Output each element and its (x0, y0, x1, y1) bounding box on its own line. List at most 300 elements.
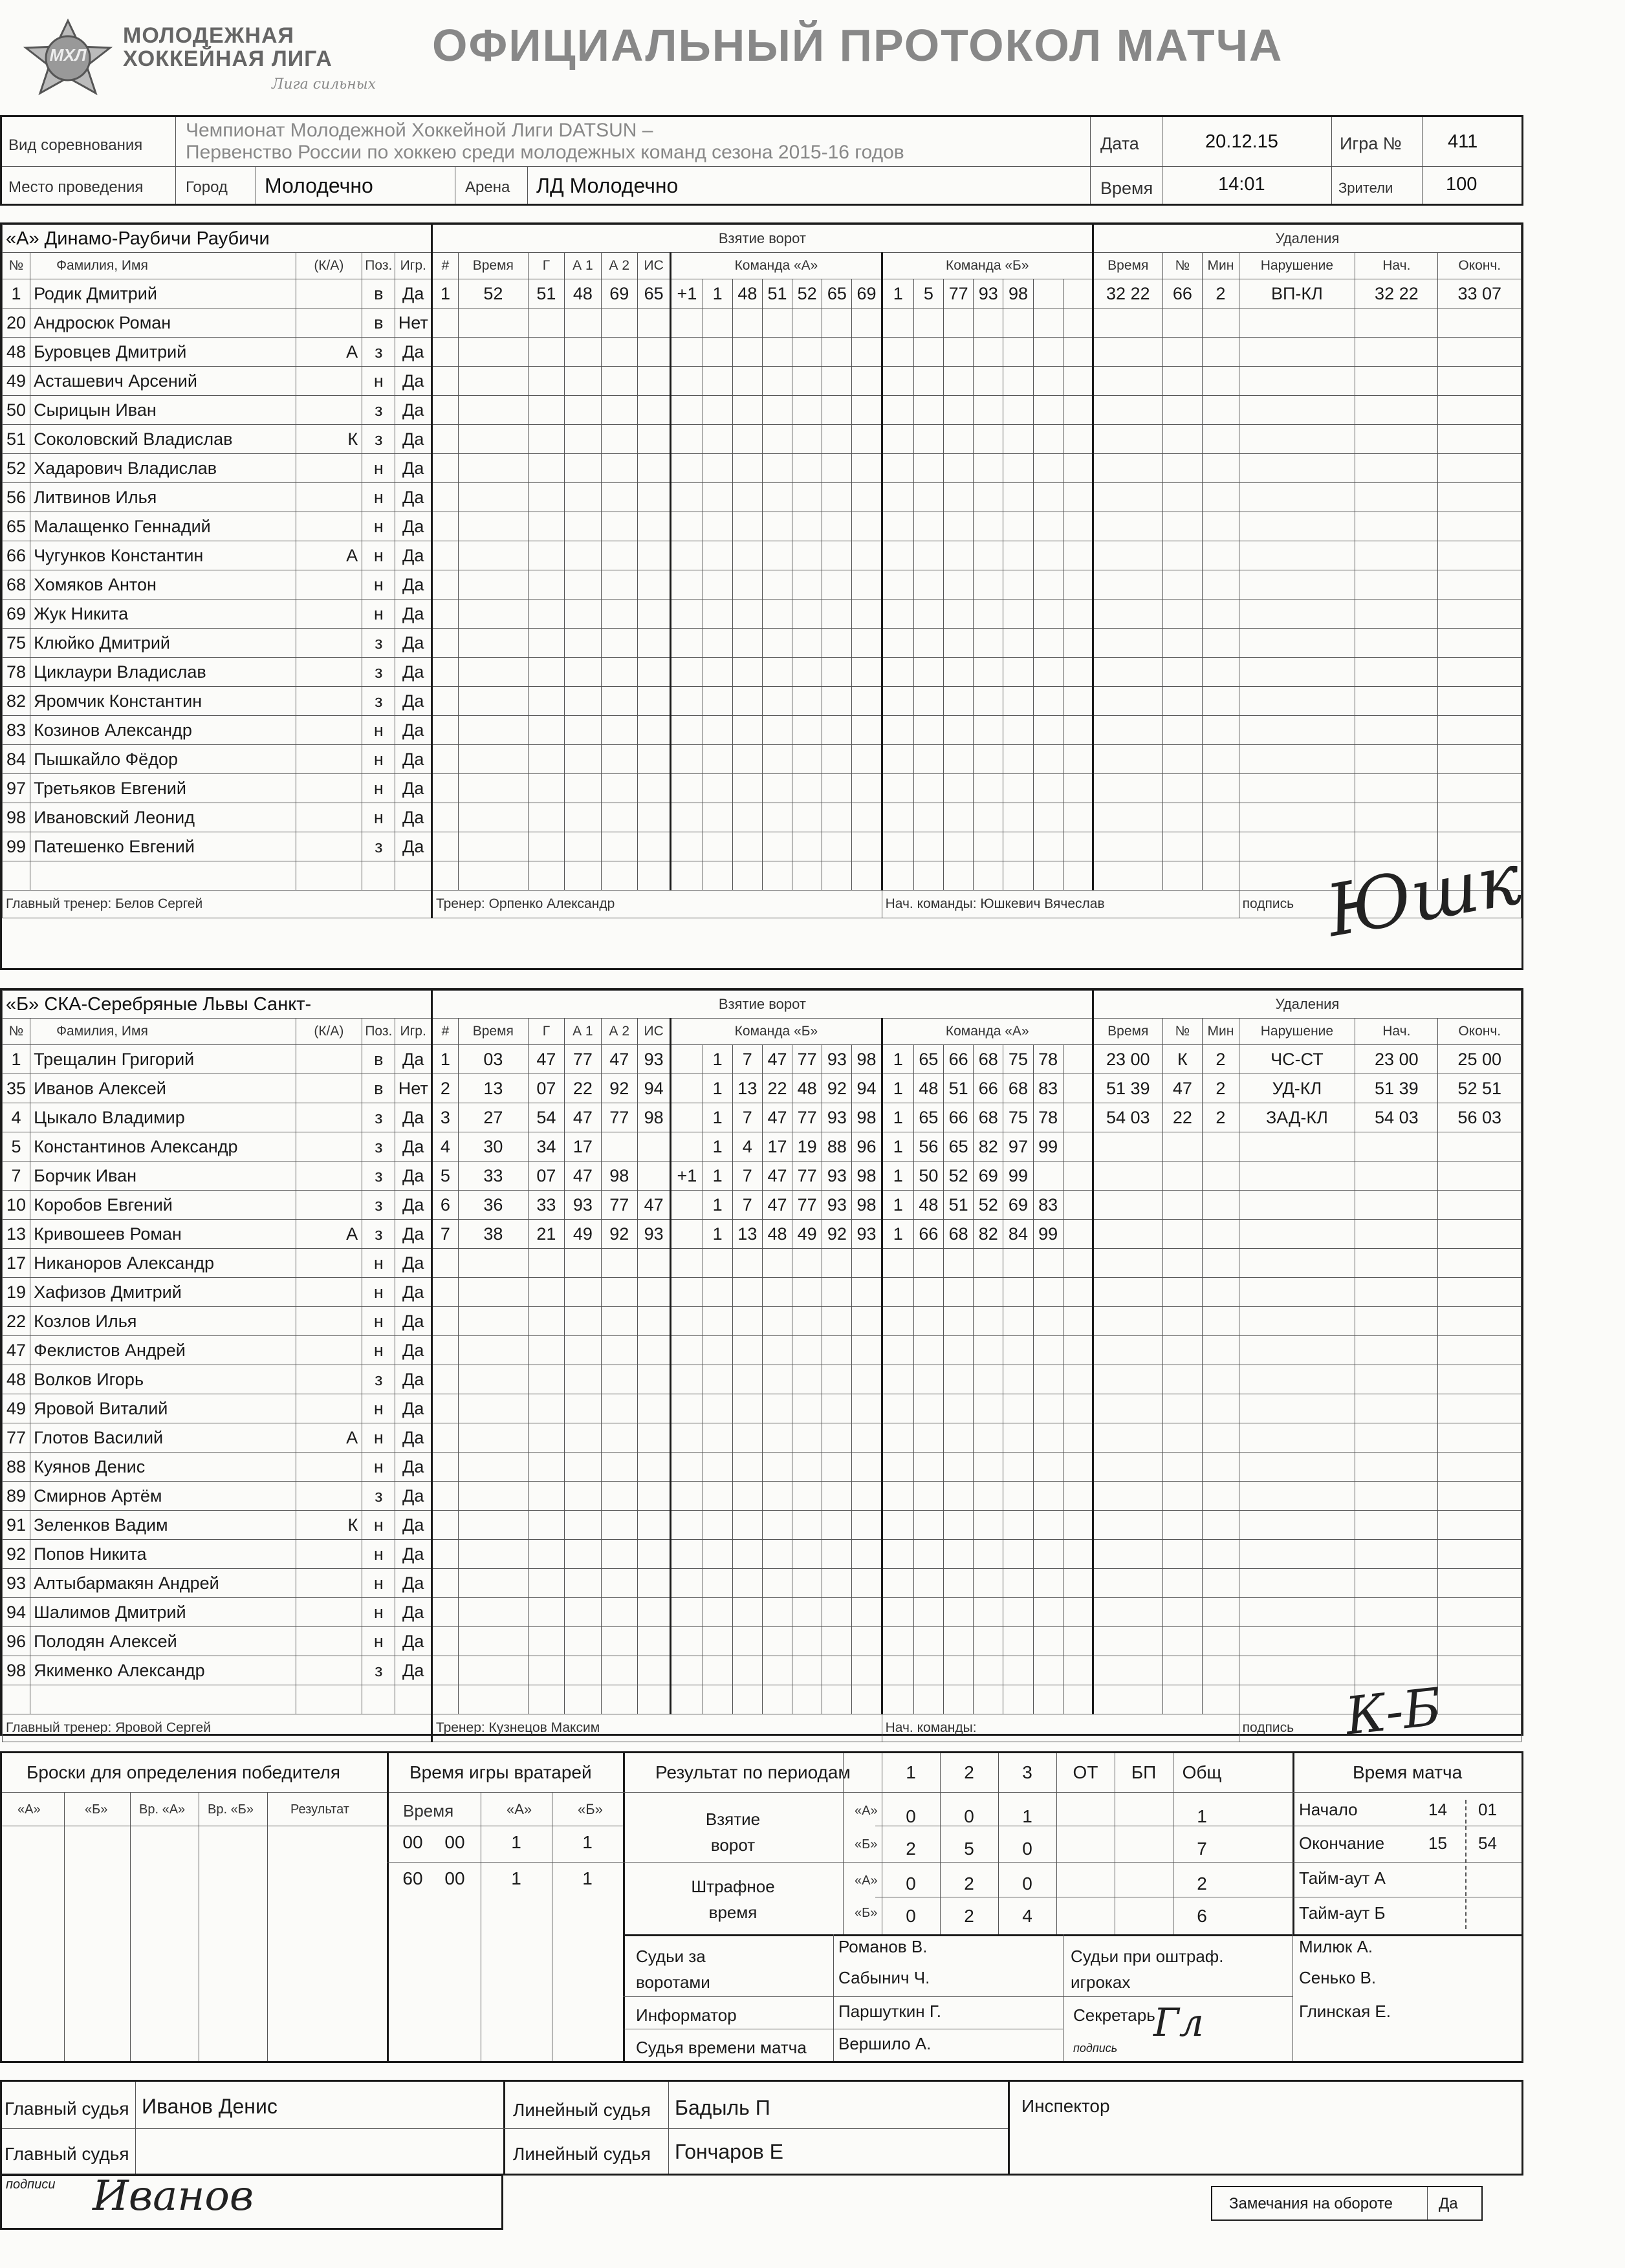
team-a-goal-cell (703, 716, 732, 745)
team-b-player-number: 89 (3, 1482, 30, 1511)
competition-line2: Первенство России по хоккею среди молодежных команд сезона 2015-16 годов (186, 142, 904, 163)
team-a-player-number: 78 (3, 658, 30, 687)
team-b-goal-cell (671, 1132, 703, 1161)
team-b-goal-cell (944, 1249, 974, 1278)
team-b-goal-cell (565, 1598, 601, 1627)
logo-line2: ХОККЕЙНАЯ ЛИГА (123, 47, 333, 71)
team-b-goal-cell (601, 1394, 637, 1423)
team-a-row (3, 308, 1521, 338)
team-b-goal-cell (1063, 1103, 1093, 1132)
team-a-player-position: н (362, 745, 395, 774)
team-b-player-position: н (362, 1249, 395, 1278)
team-b-goal-cell (882, 1394, 913, 1423)
team-b-player-played: Да (395, 1598, 431, 1627)
team-b-goal-cell (944, 1656, 974, 1685)
team-b-row (3, 1103, 1521, 1132)
team-b-row (3, 1685, 1521, 1714)
team-a-player-number (3, 861, 30, 891)
shootout-col-a: «А» (17, 1802, 41, 1817)
team-b-penalty-player (1162, 1598, 1203, 1627)
team-b-goal-cell (882, 1423, 913, 1453)
team-b-goal-cell (431, 1540, 458, 1569)
team-a-player-number: 51 (3, 425, 30, 454)
team-b-goal-cell (762, 1307, 792, 1336)
team-a-goal-cell (703, 570, 732, 599)
team-b-player-role (296, 1249, 362, 1278)
team-a-goal-cell: 1 (703, 279, 732, 308)
team-a-player-name: Третьяков Евгений (30, 774, 296, 803)
team-a-goal-cell (601, 629, 637, 658)
team-b-goal-cell (528, 1540, 564, 1569)
team-a-goal-cell (528, 774, 564, 803)
team-a-goal-cell (882, 454, 913, 483)
team-a-goal-cell: 65 (638, 279, 671, 308)
team-b-goal-cell (1063, 1278, 1093, 1307)
team-b-row (3, 1365, 1521, 1394)
team-a-goal-cell (1063, 629, 1093, 658)
team-a-player-position: з (362, 338, 395, 367)
period-pim_a-5: 2 (1197, 1874, 1207, 1894)
team-b-goal-cell (762, 1249, 792, 1278)
team-b-goal-cell (913, 1394, 943, 1423)
team-b-player-number: 22 (3, 1307, 30, 1336)
team-b-goal-cell: 49 (565, 1220, 601, 1249)
team-b-row (3, 1336, 1521, 1365)
team-a-goal-cell (703, 687, 732, 716)
team-b-goal-cell: 5 (431, 1161, 458, 1191)
team-b-goal-cell (974, 1365, 1003, 1394)
team-a-player-played: Да (395, 425, 432, 454)
team-a-goal-cell (671, 745, 703, 774)
team-a-goal-cell (565, 396, 601, 425)
team-b-goal-cell (882, 1453, 913, 1482)
team-a-goal-cell (1033, 658, 1063, 687)
team-b-goal-cell: 07 (528, 1074, 564, 1103)
team-a-row (3, 483, 1521, 512)
team-a-goal-cell: 52 (458, 279, 528, 308)
linesman-1: Бадыль П (675, 2096, 770, 2119)
team-b-goal-cell (1033, 1598, 1063, 1627)
team-b-goal-cell (913, 1569, 943, 1598)
team-b-penalty-time (1093, 1132, 1162, 1161)
period-pim_a-0: 0 (906, 1874, 916, 1894)
team-a-goal-cell (601, 832, 637, 861)
team-a-goal-cell (638, 716, 671, 745)
team-b-goal-cell (1063, 1249, 1093, 1278)
team-b-goal-cell (944, 1394, 974, 1423)
team-a-goal-cell (565, 687, 601, 716)
team-a-goal-cell (974, 367, 1003, 396)
team-a-goal-cell (601, 803, 637, 832)
team-a-goal-cell (528, 658, 564, 687)
team-b-goal-cell: 7 (431, 1220, 458, 1249)
team-b-coach: Тренер: Кузнецов Максим (431, 1714, 882, 1742)
team-b-goal-cell (732, 1569, 762, 1598)
team-a-signature: Юшк (1320, 837, 1527, 953)
goal-judges-label (636, 1943, 759, 1995)
team-b-goal-cell: 54 (528, 1103, 564, 1132)
team-a-goal-cell (974, 425, 1003, 454)
team-b-goal-cell (944, 1685, 974, 1714)
team-a-player-played: Да (395, 774, 432, 803)
team-b-player-number: 1 (3, 1045, 30, 1074)
team-b-goal-cell (1063, 1365, 1093, 1394)
team-b-goal-cell (913, 1511, 943, 1540)
team-b-goal-cell (913, 1336, 943, 1365)
team-b-penalty-start (1355, 1394, 1438, 1423)
remarks-label: Замечания на обороте (1229, 2195, 1393, 2212)
team-a-goal-cell (944, 832, 974, 861)
team-b-goal-cell: 98 (852, 1045, 882, 1074)
team-b-goal-cell: 66 (944, 1045, 974, 1074)
team-a-penalty-minutes (1203, 599, 1239, 629)
team-a-goal-cell (762, 570, 792, 599)
team-b-title: «Б» СКА-Серебряные Львы Санкт- (3, 991, 432, 1019)
team-b-row (3, 1132, 1521, 1161)
team-b-penalty-player (1162, 1511, 1203, 1540)
team-b-row (3, 1220, 1521, 1249)
team-b-goal-cell: 1 (882, 1161, 913, 1191)
team-a-penalty-time (1093, 716, 1162, 745)
team-b-goal-cell (792, 1365, 822, 1394)
timekeeper: Вершило А. (838, 2034, 932, 2053)
team-a-player-name: Чугунков Константин (30, 541, 296, 570)
team-b-row (3, 1482, 1521, 1511)
team-b-player-played: Да (395, 1249, 431, 1278)
team-b-goal-cell (528, 1627, 564, 1656)
team-a-goal-cell (822, 629, 852, 658)
team-b-penalty-start-min: 23 (1375, 1050, 1395, 1069)
team-a-goal-cell: 69 (601, 279, 637, 308)
team-a-goal-cell (671, 512, 703, 541)
team-b-penalty-player (1162, 1278, 1203, 1307)
team-a-goal-cell (882, 687, 913, 716)
team-a-goal-cell (792, 861, 822, 891)
team-a-goal-cell (458, 512, 528, 541)
team-a-penalty-end (1438, 512, 1521, 541)
team-b-row (3, 1045, 1521, 1074)
team-a-goal-cell (703, 367, 732, 396)
team-a-goal-cell (671, 483, 703, 512)
team-a-goal-cell (792, 541, 822, 570)
team-a-penalty-start (1355, 541, 1438, 570)
team-a-penalty-infraction (1239, 803, 1355, 832)
team-b-goal-cell: 68 (944, 1220, 974, 1249)
team-b-goal-cell: 98 (852, 1161, 882, 1191)
team-b-goal-cell (762, 1540, 792, 1569)
team-b-goal-cell: 93 (822, 1103, 852, 1132)
team-b-player-name: Зеленков Вадим (30, 1511, 296, 1540)
team-a-penalty-minutes (1203, 454, 1239, 483)
team-b-goal-cell (1033, 1569, 1063, 1598)
team-a-col-pos: Поз. (362, 253, 395, 279)
team-b-goal-cell: 1 (882, 1045, 913, 1074)
team-b-goal-cell: 99 (1003, 1161, 1033, 1191)
team-b-player-role (296, 1540, 362, 1569)
team-b-penalty-minutes (1203, 1540, 1239, 1569)
team-a-goal-cell (1063, 716, 1093, 745)
team-a-player-played: Да (395, 338, 432, 367)
team-b-goal-cell (882, 1511, 913, 1540)
team-b-goal-cell (974, 1569, 1003, 1598)
team-a-penalty-minutes (1203, 745, 1239, 774)
team-b-goal-cell (882, 1365, 913, 1394)
team-a-goal-cell (458, 861, 528, 891)
team-b-goal-cell (703, 1307, 732, 1336)
period-goals_b-1: 5 (964, 1839, 974, 1859)
team-a-goal-cell (913, 454, 943, 483)
team-b-goal-cell (601, 1511, 637, 1540)
team-b-goal-cell: 48 (913, 1191, 943, 1220)
team-a-penalty-end (1438, 774, 1521, 803)
match-start-hour: 14 (1428, 1800, 1447, 1819)
team-a-row (3, 454, 1521, 483)
team-a-goal-cell (944, 570, 974, 599)
team-a-penalty-time (1093, 658, 1162, 687)
team-a-goal-cell (638, 687, 671, 716)
logo-mark-text: МХЛ (49, 45, 87, 65)
team-a-row (3, 658, 1521, 687)
team-a-goal-cell (1003, 599, 1033, 629)
team-a-goal-cell (762, 745, 792, 774)
team-a-goal-cell (822, 396, 852, 425)
team-b-goal-cell: 13 (732, 1074, 762, 1103)
team-b-player-position: н (362, 1453, 395, 1482)
team-b-goal-cell (671, 1598, 703, 1627)
team-b-goal-cell (882, 1249, 913, 1278)
team-b-goal-cell (1003, 1511, 1033, 1540)
team-b-goal-cell (1033, 1627, 1063, 1656)
team-b-player-position: в (362, 1074, 395, 1103)
signatures-box (0, 2174, 503, 2230)
team-b-player-role (296, 1365, 362, 1394)
team-b-goal-cell: 99 (1033, 1220, 1063, 1249)
team-b-goal-cell (431, 1569, 458, 1598)
team-b-goal-cell: 47 (601, 1045, 637, 1074)
team-b-goal-cell (638, 1685, 671, 1714)
team-b-goal-cell (974, 1307, 1003, 1336)
team-a-penalty-end (1438, 599, 1521, 629)
team-b-goal-cell (671, 1074, 703, 1103)
team-a-goal-cell (458, 716, 528, 745)
team-a-goal-cell (792, 745, 822, 774)
team-b-goal-cell (1003, 1569, 1033, 1598)
team-b-goal-cell (458, 1511, 528, 1540)
team-b-penalty-minutes (1203, 1161, 1239, 1191)
team-a-goal-cell (944, 687, 974, 716)
team-a-player-name: Патешенко Евгений (30, 832, 296, 861)
team-b-head-coach: Главный тренер: Яровой Сергей (3, 1714, 432, 1742)
team-b-goal-cell (974, 1656, 1003, 1685)
goalie-col-b: «Б» (578, 1801, 603, 1817)
team-b-goal-cell (762, 1278, 792, 1307)
team-b-goal-cell (974, 1482, 1003, 1511)
team-b-player-name: Коробов Евгений (30, 1191, 296, 1220)
team-b-row (3, 1569, 1521, 1598)
team-b-penalty-minutes (1203, 1685, 1239, 1714)
team-a-penalty-player (1162, 745, 1203, 774)
team-a-player-position: з (362, 629, 395, 658)
team-b-goal-cell (431, 1482, 458, 1511)
team-a-goal-cell (528, 541, 564, 570)
team-b-goal-cell: 7 (732, 1191, 762, 1220)
goalie-col-a: «А» (507, 1801, 532, 1817)
team-b-goal-cell: 33 (458, 1161, 528, 1191)
team-b-goal-cell: 1 (703, 1220, 732, 1249)
team-b-player-played: Да (395, 1278, 431, 1307)
team-b-goal-cell: 47 (762, 1161, 792, 1191)
goalie-row1-min: 00 (402, 1832, 423, 1852)
team-a-penalty-player (1162, 454, 1203, 483)
team-b-penalty-player (1162, 1569, 1203, 1598)
team-b-goal-cell (732, 1482, 762, 1511)
team-b-goal-cell (638, 1394, 671, 1423)
team-a-goal-cell (601, 570, 637, 599)
team-b-penalty-end (1438, 1511, 1521, 1540)
team-a-penalty-minutes (1203, 308, 1239, 338)
team-a-goal-cell (974, 803, 1003, 832)
team-b-penalty-time-sec: 03 (1130, 1108, 1150, 1127)
team-a-goal-cell (822, 861, 852, 891)
team-b-goal-cell (703, 1365, 732, 1394)
team-b-goal-cell (458, 1336, 528, 1365)
team-a-goal-cell (852, 629, 882, 658)
team-b-block (0, 988, 1523, 1736)
informer: Паршуткин Г. (838, 2002, 941, 2021)
team-a-row (3, 541, 1521, 570)
team-a-goal-cell (732, 716, 762, 745)
team-a-penalty-time (1093, 425, 1162, 454)
team-b-goal-cell (1063, 1569, 1093, 1598)
team-b-goal-cell (762, 1453, 792, 1482)
team-b-penalty-infraction (1239, 1627, 1355, 1656)
team-b-goal-cell: 07 (528, 1161, 564, 1191)
team-b-goal-cell (732, 1656, 762, 1685)
team-a-goal-cell (431, 425, 458, 454)
team-b-goal-cell (792, 1453, 822, 1482)
team-b-goal-cell (703, 1394, 732, 1423)
team-a-penalty-time (1093, 454, 1162, 483)
team-b-goal-cell (458, 1249, 528, 1278)
team-b-goal-cell: 30 (458, 1132, 528, 1161)
team-a-goal-cell (762, 716, 792, 745)
team-b-goal-cell: 36 (458, 1191, 528, 1220)
team-a-goal-cell (528, 396, 564, 425)
team-a-goal-cell (601, 512, 637, 541)
team-b-penalty-start (1355, 1423, 1438, 1453)
team-a-goal-cell (882, 629, 913, 658)
team-a-player-number: 66 (3, 541, 30, 570)
team-a-player-played: Да (395, 629, 432, 658)
team-a-goal-cell (638, 629, 671, 658)
team-a-player-number: 68 (3, 570, 30, 599)
team-b-player-name: Алтыбармакян Андрей (30, 1569, 296, 1598)
team-b-goal-cell (822, 1540, 852, 1569)
team-b-goal-cell (431, 1453, 458, 1482)
team-a-goal-cell (852, 454, 882, 483)
team-a-penalty-player: 66 (1162, 279, 1203, 308)
team-a-goal-cell (913, 338, 943, 367)
team-a-goal-cell (822, 599, 852, 629)
team-b-col-infraction: Нарушение (1239, 1019, 1355, 1045)
team-a-penalty-player (1162, 396, 1203, 425)
team-b-penalty-end-sec: 03 (1481, 1108, 1502, 1127)
penalty-judge-1: Милюк А. (1299, 1937, 1373, 1956)
team-b-goal-cell: 77 (792, 1161, 822, 1191)
team-b-col-a2: А 2 (601, 1019, 637, 1045)
team-b-penalty-player (1162, 1453, 1203, 1482)
team-a-goal-cell (601, 687, 637, 716)
team-a-goal-cell (762, 396, 792, 425)
team-b-goal-cell (974, 1627, 1003, 1656)
team-b-goal-cell (638, 1482, 671, 1511)
team-b-goal-cell (565, 1627, 601, 1656)
team-a-goal-cell (565, 832, 601, 861)
team-a-goal-cell (638, 512, 671, 541)
team-a-goal-cell (974, 687, 1003, 716)
team-b-goal-cell (431, 1656, 458, 1685)
period-goals_b-0: 2 (906, 1839, 916, 1859)
team-a-penalty-end (1438, 687, 1521, 716)
team-b-goal-cell: 66 (974, 1074, 1003, 1103)
team-a-goal-cell (1033, 861, 1063, 891)
period-pim_b-0: 0 (906, 1906, 916, 1926)
team-b-goal-cell (1003, 1685, 1033, 1714)
team-a-goal-cell: +1 (671, 279, 703, 308)
penalty-judges-label-text: Судьи при оштраф. игроках (1071, 1947, 1224, 1992)
team-b-goal-cell (852, 1307, 882, 1336)
team-b-goal-cell: 48 (762, 1220, 792, 1249)
team-a-goal-cell (792, 774, 822, 803)
team-b-goal-cell: 7 (732, 1103, 762, 1132)
team-a-penalty-start-min: 32 (1375, 284, 1395, 303)
team-a-col-a2: А 2 (601, 253, 637, 279)
team-a-penalty-player (1162, 658, 1203, 687)
team-a-penalty-end (1438, 338, 1521, 367)
team-a-goal-cell (1063, 861, 1093, 891)
team-a-goal-cell (1033, 483, 1063, 512)
team-b-penalty-end (1438, 1423, 1521, 1453)
team-b-player-role (296, 1103, 362, 1132)
team-b-player-position: н (362, 1511, 395, 1540)
team-b-goal-cell: 47 (528, 1045, 564, 1074)
team-a-goal-cell (528, 367, 564, 396)
team-b-penalty-time (1093, 1365, 1162, 1394)
team-b-player-role (296, 1569, 362, 1598)
team-b-goal-cell (671, 1394, 703, 1423)
team-a-goal-cell (431, 629, 458, 658)
team-a-penalty-start (1355, 396, 1438, 425)
team-b-penalty-end (1438, 1045, 1521, 1074)
team-b-player-number: 49 (3, 1394, 30, 1423)
team-a-goal-cell (1033, 338, 1063, 367)
team-b-player-number: 13 (3, 1220, 30, 1249)
team-b-goal-cell (732, 1685, 762, 1714)
team-a-goal-cell (431, 716, 458, 745)
team-a-goal-cell (671, 396, 703, 425)
team-b-goal-cell: 1 (703, 1103, 732, 1132)
team-a-player-number: 84 (3, 745, 30, 774)
team-a-row (3, 338, 1521, 367)
team-a-goal-cell (638, 454, 671, 483)
timeout-a-label: Тайм-аут А (1299, 1868, 1386, 1888)
team-b-goal-cell (944, 1511, 974, 1540)
team-b-penalty-minutes: 2 (1203, 1103, 1239, 1132)
team-b-penalty-time (1093, 1220, 1162, 1249)
team-b-goal-cell (792, 1511, 822, 1540)
team-a-player-played: Да (395, 570, 432, 599)
team-a-goal-cell (974, 774, 1003, 803)
